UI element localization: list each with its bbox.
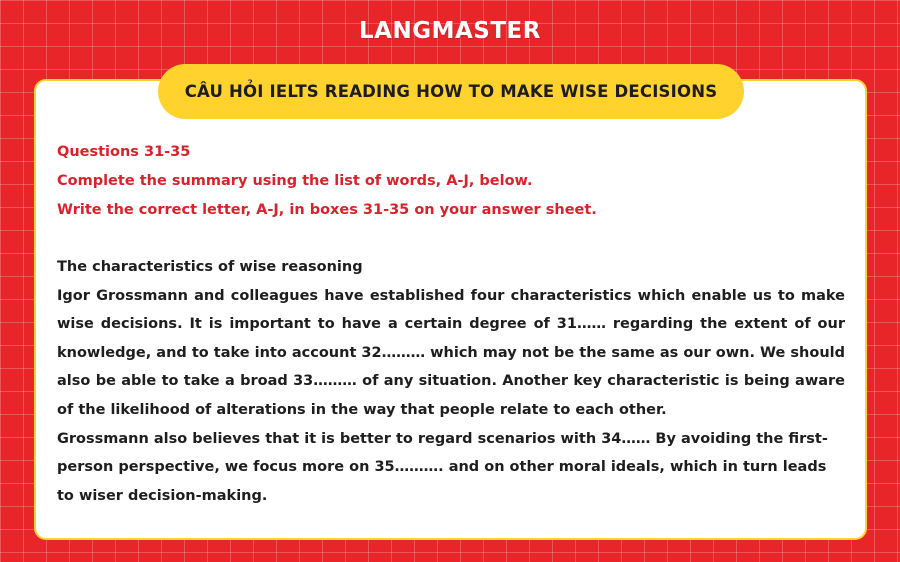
instruction-complete-summary: Complete the summary using the list of words, A-J, below.	[57, 173, 533, 189]
passage-paragraph-2: Grossmann also believes that it is better to regard scenarios with 34…… By avoiding the first-person perspective, we focus more on 35………. and on other moral ideals, which in turn leads to wiser decision-making.	[57, 430, 828, 504]
questions-range: Questions 31-35	[57, 144, 191, 160]
summary-passage	[57, 253, 845, 510]
page-title: CÂU HỎI IELTS READING HOW TO MAKE WISE DECISIONS	[158, 64, 744, 119]
passage-heading: The characteristics of wise reasoning	[57, 259, 363, 275]
instruction-write-letter: Write the correct letter, A-J, in boxes 31-35 on your answer sheet.	[57, 202, 597, 218]
question-instructions	[57, 138, 847, 225]
passage-paragraph-1: Igor Grossmann and colleagues have established four characteristics which enable us to make wise decisions. It is important to have a certain degree of 31…… regarding the extent of our knowledge, and to take into account 32……… which may not be the same as our own. We should also be able to take a broad 33……… of any situation. Another key characteristic is being aware of the likelihood of alterations in the way that people relate to each other.	[57, 287, 845, 418]
langmaster-logo: LANGMASTER	[359, 18, 541, 44]
